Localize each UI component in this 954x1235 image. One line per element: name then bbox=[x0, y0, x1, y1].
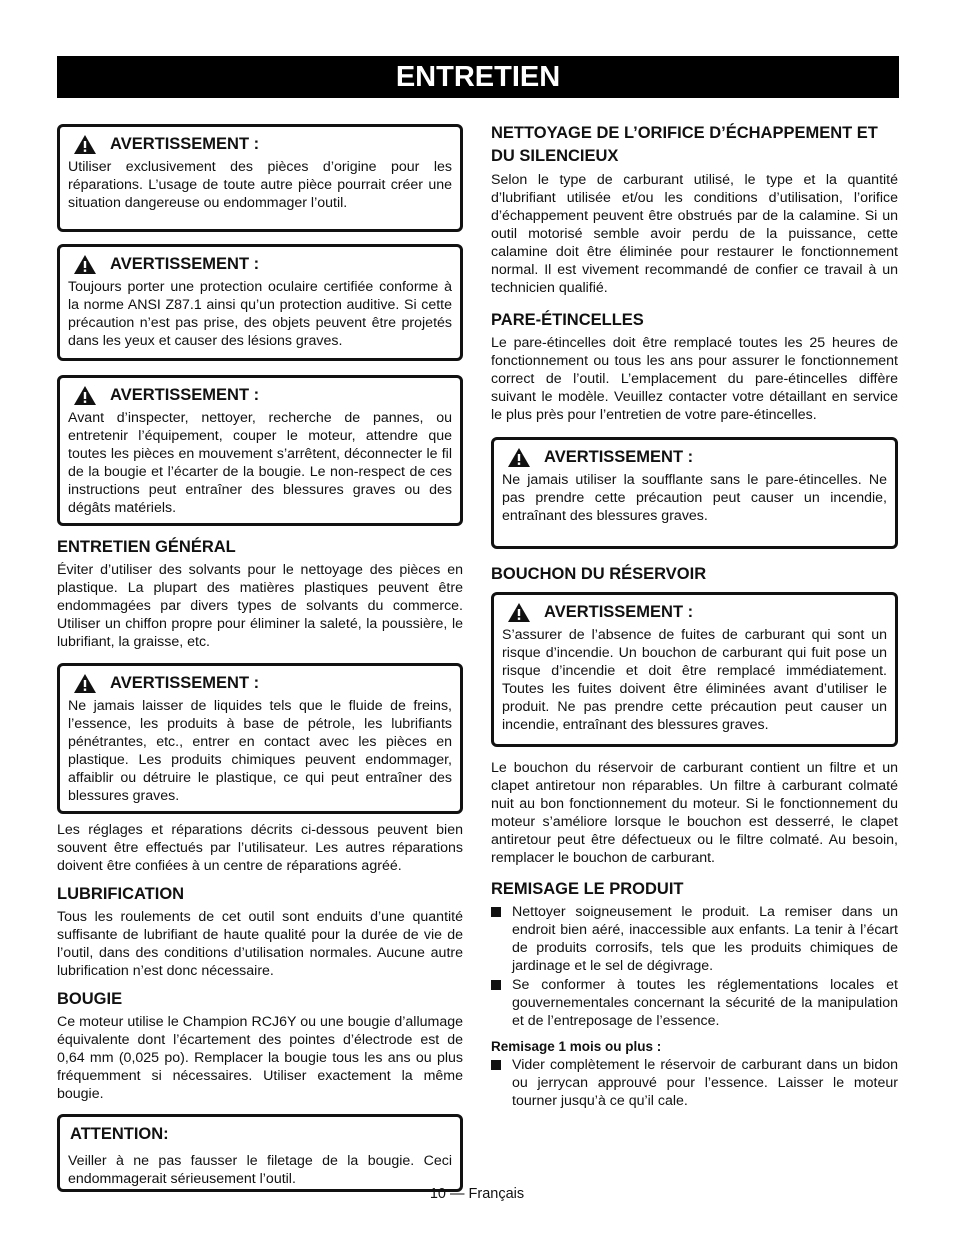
warning-text: S’assurer de l’absence de fuites de carburant qui sont un risque d’incendie. Un bouchon de carburant qui fuit pose un risque d’incendie et doit être remplacé immédiatement. Toutes les fuites doivent être éliminées avant d’utiliser le produit. Ne pas prendre cette précaution peut causer un incendie, entraînant des blessures graves. bbox=[502, 627, 887, 733]
attention-box bbox=[57, 1114, 463, 1192]
warning-heading bbox=[508, 448, 887, 467]
spark-arrester-text: Le pare-étincelles doit être remplacé toutes les 25 heures de fonctionnement ou tous les ans pour assurer le fonctionnement correct de l’outil. L’emplacement du pare-étincelles diffère suivant le modèle. Veuillez contacter votre détaillant en service le plus près pour l’entretien de votre pare-étincelles. bbox=[491, 335, 898, 423]
warning-label: AVERTISSEMENT : bbox=[110, 135, 260, 153]
fuel-cap-text: Le bouchon du réservoir de carburant contient un filtre et un clapet antiretour non réparables. Un filtre à carburant colmaté nuit au bon fonctionnement du moteur. Si le fonctionnement du moteur s’améliore lorsque le bouchon est desserré, le clapet antiretour peut être défectueux ou le filtre colmaté. Au besoin, remplacer le bouchon de carburant. bbox=[491, 760, 898, 866]
warning-text: Toujours porter une protection oculaire certifiée conforme à la norme ANSI Z87.1 ainsi qu’un protection auditive. Si cette précaution n’est pas prise, des objets peuvent être projetés dans les yeux et causer des lésions graves. bbox=[68, 279, 452, 349]
bullet-square-icon bbox=[491, 980, 501, 990]
warning-box bbox=[57, 663, 463, 814]
section-heading-spark-arrester: PARE-ÉTINCELLES bbox=[491, 311, 644, 329]
warning-triangle-icon bbox=[74, 255, 96, 274]
attention-text: Veiller à ne pas fausser le filetage de la bougie. Ceci endommagerait sérieusement l’outil. bbox=[68, 1153, 452, 1187]
warning-heading bbox=[74, 674, 452, 693]
section-heading-fuel-cap: BOUCHON DU RÉSERVOIR bbox=[491, 565, 707, 583]
warning-label: AVERTISSEMENT : bbox=[544, 448, 694, 466]
warning-box bbox=[57, 124, 463, 232]
section-heading-general: ENTRETIEN GÉNÉRAL bbox=[57, 538, 236, 556]
section-heading-exhaust: NETTOYAGE DE L’ORIFICE D’ÉCHAPPEMENT ET DU SILENCIEUX bbox=[491, 124, 878, 165]
page-footer: 10 — Français bbox=[429, 1186, 525, 1202]
storage-list bbox=[491, 903, 898, 1030]
warning-label: AVERTISSEMENT : bbox=[110, 386, 260, 404]
list-item: Vider complètement le réservoir de carburant dans un bidon ou jerrycan approuvé pour l’essence. Laisser le moteur tourner jusqu’à ce qu’il cale. bbox=[491, 1056, 898, 1110]
warning-heading bbox=[74, 386, 452, 405]
warning-heading bbox=[74, 255, 452, 274]
warning-triangle-icon bbox=[74, 135, 96, 154]
warning-text: Ne jamais laisser de liquides tels que le fluide de freins, l’essence, les produits à base de pétrole, les lubrifiants pénétrantes, etc., entrer en contact avec les pièces en plastique. Les produits chimiques peuvent endommager, affaiblir ou détruire le plastique, ce qui peut entraîner des blessures graves. bbox=[68, 698, 452, 804]
exhaust-text: Selon le type de carburant utilisé, le type et la quantité d’lubrifiant utilisée et/ou les conditions d’utilisation, l’orifice d’échappement peuvent être obstrués par de la calamine. Si un outil motorisé semble avoir perdu de la puissance, cette calamine doit être éliminée pour restaurer le fonctionnement normal. Il est vivement recommandé de confier ce travail à un technicien qualifié. bbox=[491, 172, 898, 296]
warning-box bbox=[491, 437, 898, 549]
list-item: Se conformer à toutes les réglementations locales et gouvernementales concernant la sécurité de la manipulation et de l’entreposage de l’essence. bbox=[491, 976, 898, 1030]
warning-triangle-icon bbox=[508, 603, 530, 622]
warning-triangle-icon bbox=[74, 386, 96, 405]
warning-text: Ne jamais utiliser la soufflante sans le pare-étincelles. Ne pas prendre cette précaution peut causer un incendie, entraînant des blessures graves. bbox=[502, 472, 887, 524]
attention-label: ATTENTION: bbox=[70, 1125, 169, 1143]
warning-text: Avant d’inspecter, nettoyer, recherche de pannes, ou entretenir l’équipement, couper le moteur, attendre que toutes les pièces en mouvement s’arrêtent, déconnecter le fil de la bougie et l’écarter de la bougie. Le non-respect de ces instructions peut entraîner des blessures graves ou des dégâts matériels. bbox=[68, 410, 452, 516]
bullet-square-icon bbox=[491, 907, 501, 917]
warning-box bbox=[57, 244, 463, 361]
warning-heading bbox=[508, 603, 887, 622]
warning-heading bbox=[74, 135, 452, 154]
spark-plug-text: Ce moteur utilise le Champion RCJ6Y ou une bougie d’allumage équivalente dont l’écartement des pointes d’électrode est de 0,64 mm (0,025 po). Remplacer la bougie tous les ans ou plus fréquemment si nécessaires. Utiliser exactement la même bougie. bbox=[57, 1014, 463, 1102]
left-column bbox=[57, 124, 463, 1192]
warning-text: Utiliser exclusivement des pièces d’origine pour les réparations. L’usage de toute autre pièce pourrait créer une situation dangereuse ou endommager l’outil. bbox=[68, 159, 452, 211]
section-heading-spark-plug: BOUGIE bbox=[57, 990, 123, 1008]
lubrication-text: Tous les roulements de cet outil sont enduits d’une quantité suffisante de lubrifiant de haute qualité pour la durée de vie de l’outil, dans des conditions d’utilisation normales. Aucune autre lubrification n’est donc nécessaire. bbox=[57, 909, 463, 979]
warning-label: AVERTISSEMENT : bbox=[110, 255, 260, 273]
page-title: ENTRETIEN bbox=[57, 56, 899, 98]
list-item: Nettoyer soigneusement le produit. La remiser dans un endroit bien aéré, inaccessible aux enfants. La tenir à l’écart de produits corrosifs, tels que les produits chimiques de jardinage et le sel de dégivrage. bbox=[491, 903, 898, 975]
repairs-text: Les réglages et réparations décrits ci-dessous peuvent bien souvent être effectués par l’utilisateur. Les autres réparations doivent être confiées à un centre de réparations agréé. bbox=[57, 822, 463, 874]
general-text: Éviter d’utiliser des solvants pour le nettoyage des pièces en plastique. La plupart des matières plastiques peuvent être endommagées par divers types de solvants du commerce. Utiliser un chiffon propre pour éliminer la saleté, la poussière, le lubrifiant, la graisse, etc. bbox=[57, 562, 463, 650]
bullet-square-icon bbox=[491, 1060, 501, 1070]
warning-box bbox=[491, 592, 898, 747]
storage-sub-list bbox=[491, 1056, 898, 1110]
storage-subheading: Remisage 1 mois ou plus : bbox=[491, 1039, 662, 1054]
warning-label: AVERTISSEMENT : bbox=[110, 674, 260, 692]
warning-box bbox=[57, 375, 463, 526]
warning-triangle-icon bbox=[508, 448, 530, 467]
warning-label: AVERTISSEMENT : bbox=[544, 603, 694, 621]
right-column bbox=[491, 122, 898, 1110]
warning-triangle-icon bbox=[74, 674, 96, 693]
section-heading-storage: REMISAGE LE PRODUIT bbox=[491, 880, 684, 898]
attention-heading bbox=[68, 1125, 452, 1144]
section-heading-lubrication: LUBRIFICATION bbox=[57, 885, 185, 903]
